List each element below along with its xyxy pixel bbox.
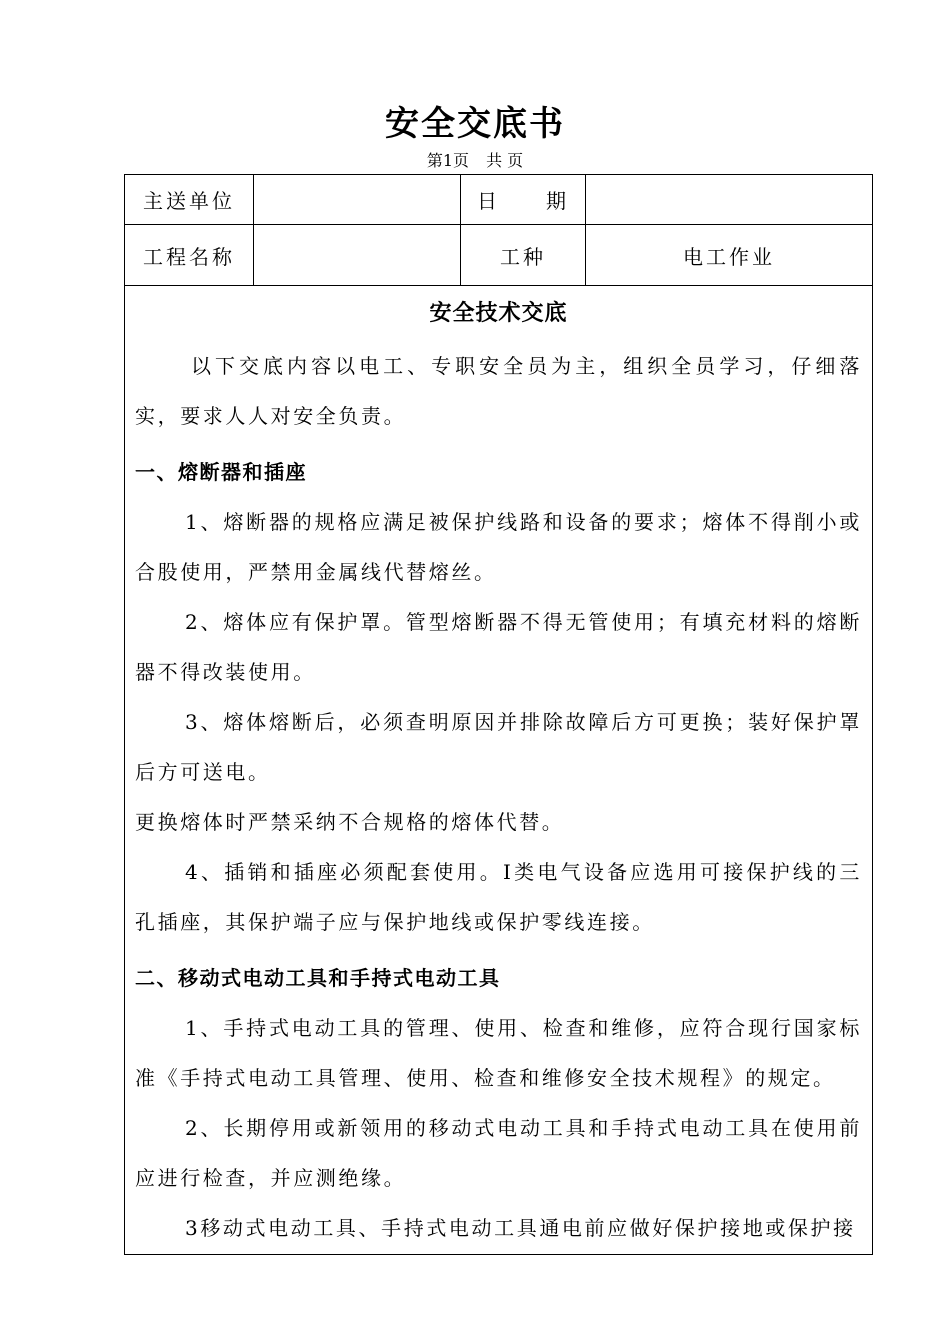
list-item: 更换熔体时严禁采纳不合规格的熔体代替。 [135,810,565,834]
disclosure-form [124,174,873,1255]
work-type-label: 工种 [500,244,546,269]
sender-unit-value [254,175,460,224]
list-item: 3移动式电动工具、手持式电动工具通电前应做好保护接地或保护接 [185,1216,856,1240]
sender-unit-label: 主送单位 [143,189,235,213]
list-item: 1、手持式电动工具的管理、使用、检查和维修，应符合现行国家标准《手持式电动工具管理、使用、检查和维修安全技术规程》的规定。 [135,1016,862,1090]
date-label: 日 期 [477,189,569,213]
page-info [0,150,950,172]
disclosure-content [135,285,862,1253]
list-item: 3、熔体熔断后，必须查明原因并排除故障后方可更换；装好保护罩后方可送电。 [135,710,862,784]
page-total: 共 页 [486,151,524,170]
page-number: 第1页 [426,151,469,170]
intro-paragraph: 以下交底内容以电工、专职安全员为主，组织全员学习，仔细落实，要求人人对安全负责。 [135,354,862,428]
list-item: 2、长期停用或新领用的移动式电动工具和手持式电动工具在使用前应进行检查，并应测绝缘。 [135,1116,862,1190]
project-name-value [254,225,460,285]
section-title: 安全技术交底 [429,300,568,326]
list-item: 1、熔断器的规格应满足被保护线路和设备的要求；熔体不得削小或合股使用，严禁用金属线代替熔丝。 [135,510,862,584]
date-value [586,175,872,224]
document-title: 安全交底书 [385,104,565,144]
section-heading-power-tools: 二、移动式电动工具和手持式电动工具 [135,966,501,990]
project-name-label: 工程名称 [143,244,235,269]
section-heading-fuses: 一、熔断器和插座 [135,460,307,484]
list-item: 4、插销和插座必须配套使用。Ⅰ类电气设备应选用可接保护线的三孔插座，其保护端子应与保护地线或保护零线连接。 [135,860,862,934]
list-item: 2、熔体应有保护罩。管型熔断器不得无管使用；有填充材料的熔断器不得改装使用。 [135,610,862,684]
work-type-value: 电工作业 [683,244,775,269]
